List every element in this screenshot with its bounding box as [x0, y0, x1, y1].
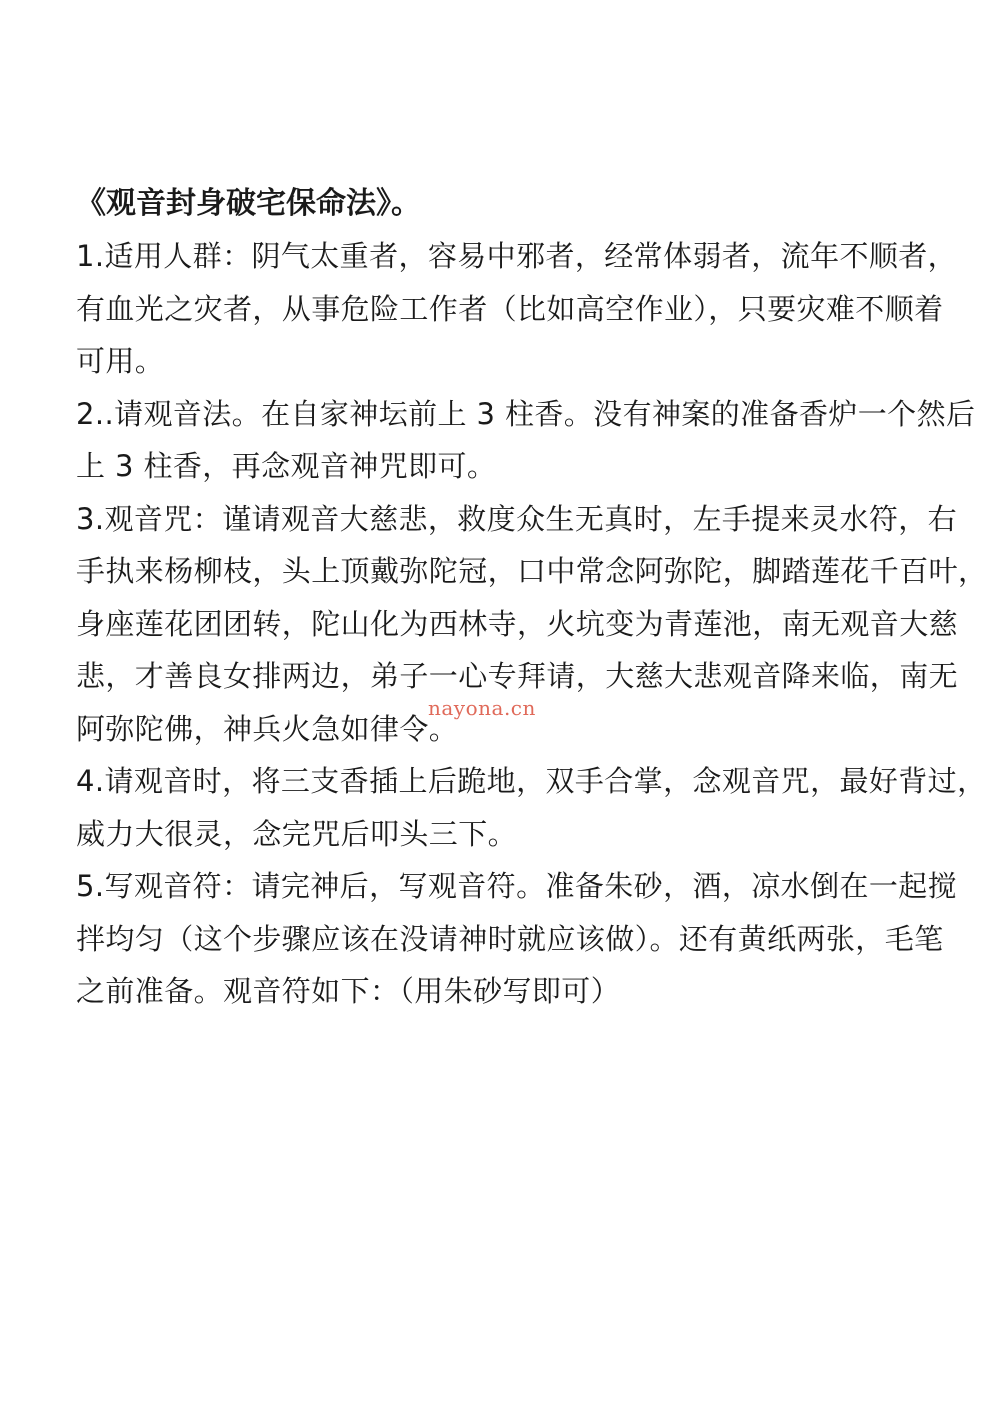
watermark: nayona.cn: [428, 696, 536, 720]
text-line: 威力大很灵，念完咒后叩头三下。: [76, 816, 518, 851]
text-line: 阿弥陀佛，神兵火急如律令。: [76, 711, 459, 746]
text-line: 可用。: [76, 344, 165, 378]
text-line: 拌均匀（这个步骤应该在没请神时就应该做）。还有黄纸两张，毛笔: [76, 921, 944, 956]
text-line: 之前准备。观音符如下：（用朱砂写即可）: [76, 974, 621, 1008]
text-line: 悲，才善良女排两边，弟子一心专拜请，大慈大悲观音降来临，南无: [76, 659, 959, 693]
text-line: 3.观音咒：谨请观音大慈悲，救度众生无真时，左手提来灵水符，右: [76, 501, 958, 536]
text-line: 有血光之灾者，从事危险工作者（比如高空作业），只要灾难不顺着: [76, 291, 944, 326]
text-line: 5.写观音符：请完神后，写观音符。准备朱砂，酒，凉水倒在一起搅: [76, 869, 958, 903]
text-line: 上 3 柱香，再念观音神咒即可。: [76, 449, 497, 483]
document-body: [76, 178, 988, 1018]
text-line: 手执来杨柳枝，头上顶戴弥陀冠，口中常念阿弥陀，脚踏莲花千百叶，: [76, 554, 988, 588]
document-title: 《观音封身破宅保命法》。: [76, 186, 421, 221]
text-line: 4.请观音时，将三支香插上后跪地，双手合掌，念观音咒，最好背过，: [76, 764, 987, 798]
text-line: 2..请观音法。在自家神坛前上 3 柱香。没有神案的准备香炉一个然后: [76, 396, 976, 431]
text-line: 身座莲花团团转，陀山化为西林寺，火坑变为青莲池，南无观音大慈: [76, 606, 959, 641]
text-line: 1.适用人群：阴气太重者，容易中邪者，经常体弱者，流年不顺者，: [76, 239, 958, 273]
